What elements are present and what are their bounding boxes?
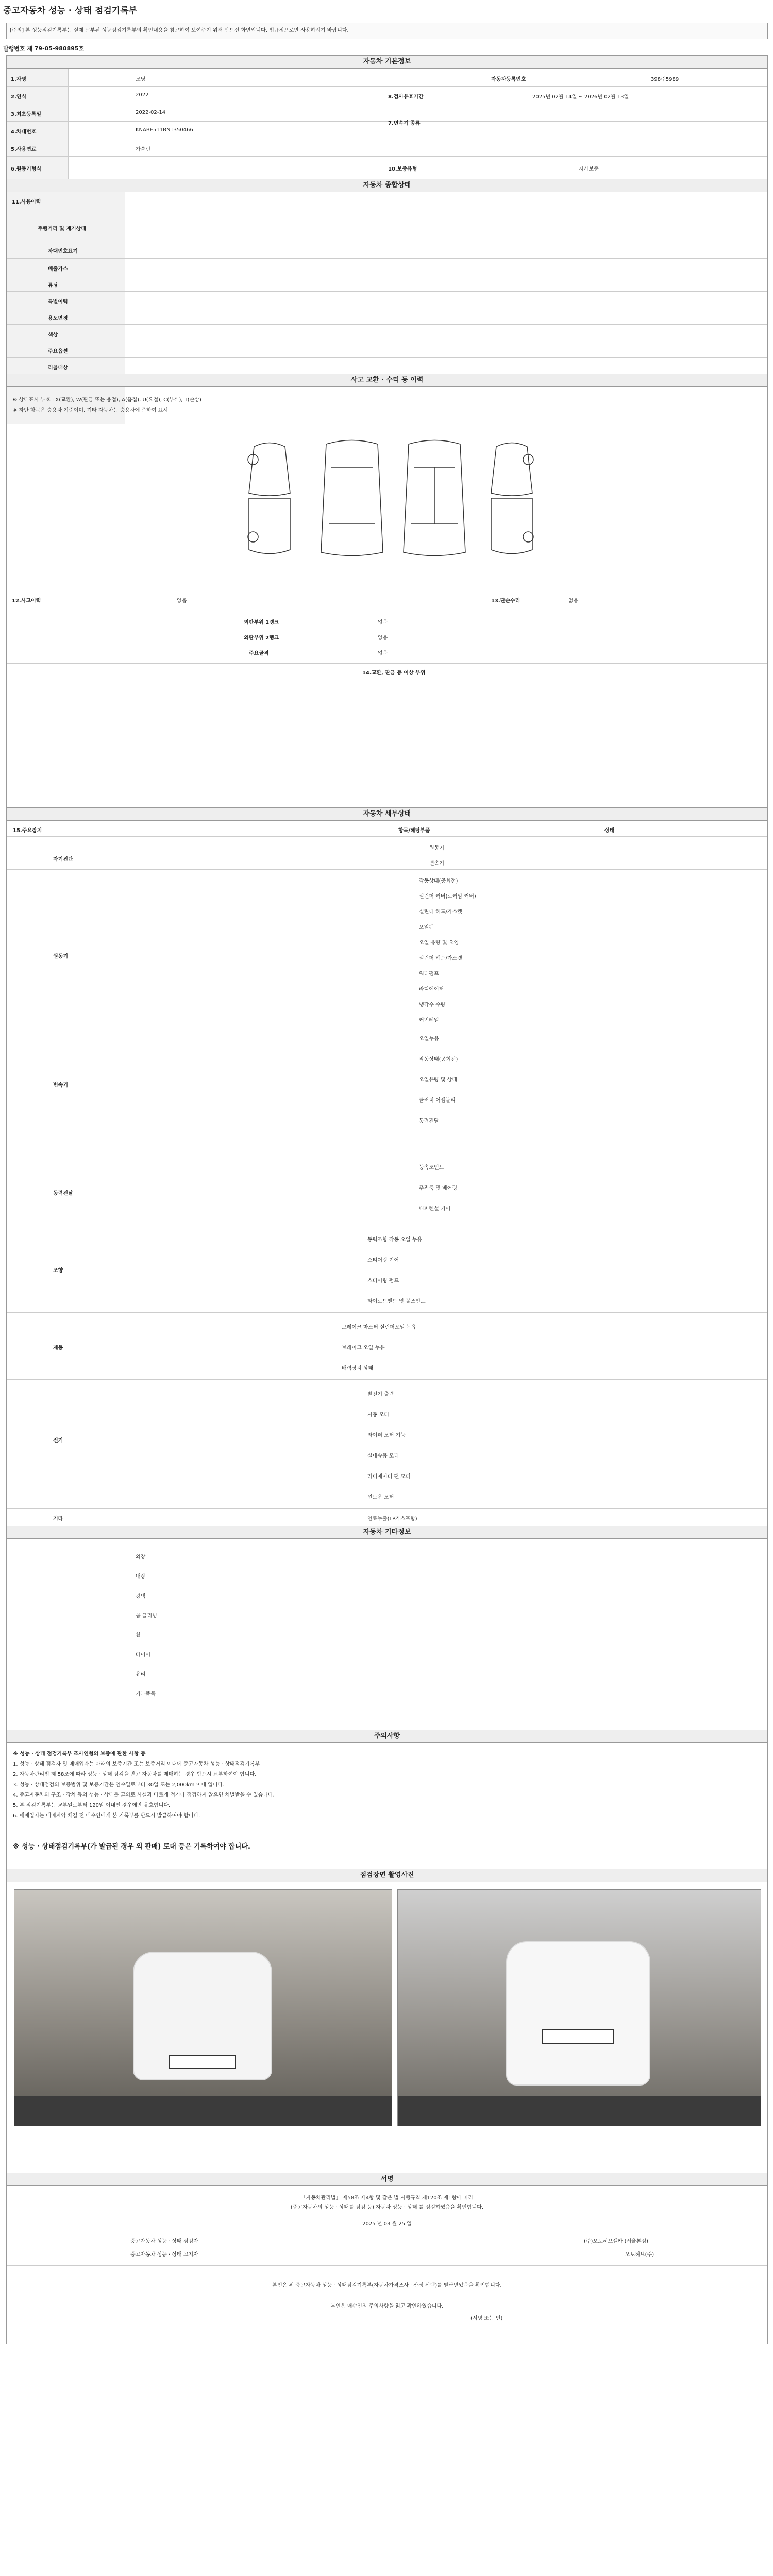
item-6-3: 실내송풍 모터 bbox=[367, 1453, 399, 1459]
item-1-5: 실린더 헤드/가스켓 bbox=[419, 956, 462, 961]
section-caution: 주의사항 bbox=[7, 1730, 767, 1743]
sign-date: 2025 년 03 월 25 일 bbox=[362, 2221, 412, 2227]
inspector-label: 중고자동차 성능 · 상태 점검자 bbox=[130, 2239, 198, 2244]
warranty-label: 10.보증유형 bbox=[388, 166, 417, 172]
other-row-7: 유리 bbox=[136, 1672, 146, 1677]
basic-value-4: KNABE511BNT350466 bbox=[136, 127, 193, 133]
item-1-8: 냉각수 수량 bbox=[419, 1002, 446, 1008]
general-row-9: 주요옵션 bbox=[48, 349, 68, 354]
general-row-1: 11.사용이력 bbox=[12, 199, 41, 205]
item-3-1: 추진축 및 베어링 bbox=[419, 1185, 457, 1191]
group-electric: 전기 bbox=[53, 1438, 63, 1444]
group-self-diagnosis: 자기진단 bbox=[53, 857, 73, 862]
item-4-3: 타이로드엔드 및 볼조인트 bbox=[367, 1299, 426, 1304]
damage-note-2: ※ 하단 항목은 승용차 기준이며, 기타 자동차는 승용차에 준하여 표시 bbox=[13, 408, 168, 413]
general-row-8: 색상 bbox=[48, 332, 58, 338]
reg-no-label: 자동차등록번호 bbox=[491, 77, 526, 82]
inspection-record-frame bbox=[6, 55, 768, 2344]
item-1-1: 실린더 커버(로커암 커버) bbox=[419, 894, 476, 900]
item-1-7: 라디에이터 bbox=[419, 987, 444, 992]
item-1-4: 오일 유량 및 오염 bbox=[419, 940, 459, 946]
caution-1: 1. 성능 · 상태 점검자 및 매매업자는 아래의 보증기간 또는 보증거리 이내에 중고자동차 성능 · 상태점검기록부 bbox=[13, 1761, 260, 1767]
notice-banner: [주의] 본 성능점검기록부는 실제 교부된 성능점검기록부의 확인내용을 참고하여 보여주기 위해 만드신 화면입니다. 법규정으로만 사용하시기 바랍니다. bbox=[6, 23, 768, 39]
notifier-value: 오토허브(주) bbox=[625, 2252, 654, 2258]
general-row-2: 주행거리 및 계기상태 bbox=[38, 226, 86, 232]
document-number: 발행번호 제 79-05-980895호 bbox=[3, 45, 85, 52]
outer-rank2-value: 없음 bbox=[378, 635, 388, 641]
page-title: 중고자동차 성능 · 상태 점검기록부 bbox=[3, 6, 138, 16]
group-engine: 원동기 bbox=[53, 954, 68, 959]
inspector-value: (주)오토허브셀카 (서울본점) bbox=[584, 2239, 649, 2244]
warranty-value: 자가보증 bbox=[579, 166, 599, 172]
detail-col-main: 15.주요장치 bbox=[13, 828, 42, 834]
basic-label-column bbox=[7, 69, 69, 179]
main-frame-label: 주요골격 bbox=[249, 651, 269, 656]
other-row-6: 타이어 bbox=[136, 1652, 150, 1658]
outer-rank2-label: 외판부위 2랭크 bbox=[244, 635, 279, 641]
other-row-3: 광택 bbox=[136, 1594, 146, 1599]
item-1-2: 실린더 헤드/가스켓 bbox=[419, 909, 462, 915]
item-6-2: 와이퍼 모터 기능 bbox=[367, 1433, 406, 1438]
transmission-label: 7.변속기 종류 bbox=[388, 121, 421, 126]
caution-2: 2. 자동차관리법 제 58조에 따라 성능 · 상태 점검을 받고 자동차를 매매하는 경우 반드시 교부하여야 합니다. bbox=[13, 1772, 257, 1777]
main-frame-value: 없음 bbox=[378, 651, 388, 656]
sign-line-2: (중고자동차의 성능 · 상태를 점검 등) 자동차 성능 · 상태 를 점검하였음을 확인합니다. bbox=[290, 2205, 484, 2210]
general-row-7: 용도변경 bbox=[48, 316, 68, 321]
caution-4: 4. 중고자동차의 구조 · 장치 등의 성능 · 상태를 고의로 사실과 다르게 적거나 점검하지 않으면 처벌받을 수 있습니다. bbox=[13, 1792, 275, 1798]
group-steering: 조향 bbox=[53, 1268, 63, 1274]
caution-5: 5. 본 점검기록부는 교부일로부터 120일 이내인 경우에만 유효합니다. bbox=[13, 1803, 171, 1808]
detail-col-item: 항목/해당부품 bbox=[398, 828, 430, 834]
detail-col-state: 상태 bbox=[604, 828, 615, 834]
inspection-photo-rear bbox=[397, 1889, 761, 2126]
general-row-3: 차대번호표기 bbox=[48, 249, 78, 255]
item-5-0: 브레이크 마스터 실린더오일 누유 bbox=[342, 1325, 416, 1330]
item-4-0: 동력조향 작동 오일 누유 bbox=[367, 1237, 423, 1243]
item-7-0: 연료누출(LP가스포함) bbox=[367, 1516, 417, 1522]
outer-rank1-value: 없음 bbox=[378, 620, 388, 625]
group-etc: 기타 bbox=[53, 1516, 63, 1522]
general-row-4: 배출가스 bbox=[48, 266, 68, 272]
basic-value-2: 2022 bbox=[136, 92, 149, 98]
section-basic-info: 자동차 기본정보 bbox=[7, 55, 767, 69]
item-1-3: 오일팬 bbox=[419, 925, 434, 930]
basic-label-4: 4.차대번호 bbox=[11, 129, 37, 135]
item-2-1: 작동상태(공회전) bbox=[419, 1057, 458, 1062]
item-0-1: 변속기 bbox=[429, 861, 444, 867]
section-damage: 사고 교환 · 수리 등 이력 bbox=[7, 374, 767, 387]
group-brake: 제동 bbox=[53, 1345, 63, 1351]
damage-note-1: ※ 상태표시 부호 : X(교환), W(판금 또는 용접), A(흠집), U(요철), C(부식), T(손상) bbox=[13, 397, 201, 403]
item-1-0: 작동상태(공회전) bbox=[419, 878, 458, 884]
item-4-2: 스티어링 펌프 bbox=[367, 1278, 399, 1284]
group-power-train: 동력전달 bbox=[53, 1191, 73, 1196]
item-5-1: 브레이크 오일 누유 bbox=[342, 1345, 385, 1351]
group-transmission: 변속기 bbox=[53, 1082, 68, 1088]
item-5-2: 배력장치 상태 bbox=[342, 1366, 374, 1371]
basic-label-1: 1.차명 bbox=[11, 77, 27, 82]
other-row-1: 외장 bbox=[136, 1554, 146, 1560]
other-row-8: 기본품목 bbox=[136, 1691, 156, 1697]
other-row-2: 내장 bbox=[136, 1574, 146, 1580]
simple-repair-value: 없음 bbox=[568, 598, 579, 604]
period-value: 2025년 02월 14일 ~ 2026년 02월 13일 bbox=[532, 94, 629, 100]
inspection-photo-front bbox=[14, 1889, 392, 2126]
basic-label-6: 6.원동기형식 bbox=[11, 166, 42, 172]
general-row-10: 리콜대상 bbox=[48, 365, 68, 371]
accident-history-value: 없음 bbox=[177, 598, 187, 604]
item-6-5: 윈도우 모터 bbox=[367, 1495, 394, 1500]
basic-value-3: 2022-02-14 bbox=[136, 110, 166, 115]
section-sign: 서명 bbox=[7, 2173, 767, 2186]
other-row-5: 휠 bbox=[136, 1633, 141, 1638]
caution-6: 6. 매매업자는 매매계약 체결 전 매수인에게 본 기록부를 반드시 발급하여야 합니다. bbox=[13, 1813, 200, 1819]
item-2-3: 클러치 어셈블리 bbox=[419, 1098, 456, 1104]
section-other: 자동차 기타정보 bbox=[7, 1526, 767, 1539]
caution-title: ※ 성능 · 상태 점검기록부 조사연형의 보증에 관한 사항 등 bbox=[13, 1751, 146, 1757]
section-detail: 자동차 세부상태 bbox=[7, 807, 767, 821]
caution-3: 3. 성능 · 상태점검의 보증범위 및 보증기간은 인수일로부터 30일 또는 2,000km 이내 입니다. bbox=[13, 1782, 225, 1788]
confirm-line: 본인은 위 중고자동차 성능 · 상태점검기록부(자동차가격조사 · 산정 선택)를 발급받았음을 확인합니다. bbox=[272, 2283, 502, 2289]
item-3-2: 디퍼렌셜 기어 bbox=[419, 1206, 451, 1212]
period-label: 8.검사유효기간 bbox=[388, 94, 424, 100]
item-3-0: 등속조인트 bbox=[419, 1165, 444, 1171]
basic-value-1: 모닝 bbox=[136, 77, 146, 82]
item-6-0: 발전기 출력 bbox=[367, 1392, 394, 1397]
car-diagram bbox=[233, 436, 553, 560]
simple-repair-label: 13.단순수리 bbox=[491, 598, 520, 604]
item-0-0: 원동기 bbox=[429, 845, 444, 851]
item-1-6: 워터펌프 bbox=[419, 971, 439, 977]
notifier-label: 중고자동차 성능 · 상태 고지자 bbox=[130, 2252, 198, 2258]
signature-field[interactable]: (서명 또는 인) bbox=[470, 2316, 503, 2321]
basic-label-5: 5.사용연료 bbox=[11, 147, 37, 152]
outer-rank1-label: 외판부위 1랭크 bbox=[244, 620, 279, 625]
item-2-2: 오일유량 및 상태 bbox=[419, 1077, 457, 1083]
basic-label-2: 2.연식 bbox=[11, 94, 27, 100]
item-6-1: 시동 모터 bbox=[367, 1412, 389, 1418]
item-1-9: 커먼레일 bbox=[419, 1018, 439, 1023]
basic-value-5: 가솔린 bbox=[136, 147, 150, 152]
item-2-0: 오일누유 bbox=[419, 1036, 439, 1042]
sign-line-1: 「자동차관리법」 제58조 제4항 및 같은 법 시행규칙 제120조 제1항에 따라 bbox=[300, 2195, 474, 2201]
basic-label-3: 3.최초등록일 bbox=[11, 112, 42, 117]
buyer-line: 본인은 매수인의 주의사항을 읽고 확인하였습니다. bbox=[330, 2303, 444, 2309]
section-general: 자동차 종합상태 bbox=[7, 179, 767, 192]
item-2-4: 동력전달 bbox=[419, 1118, 439, 1124]
other-row-4: 룸 클리닝 bbox=[136, 1613, 157, 1619]
reg-no-value: 398주5989 bbox=[651, 77, 679, 82]
general-row-6: 특별이력 bbox=[48, 299, 68, 305]
item-6-4: 라디에이터 팬 모터 bbox=[367, 1474, 411, 1480]
general-row-5: 튜닝 bbox=[48, 283, 58, 289]
caution-final: ※ 성능 · 상태점검기록부(가 발급된 경우 외 판매) 토대 등은 기록하여야 합니다. bbox=[13, 1843, 250, 1851]
part-change-label: 14.교환, 판금 등 이상 부위 bbox=[362, 670, 426, 676]
accident-history-label: 12.사고이력 bbox=[12, 598, 41, 604]
item-4-1: 스티어링 기어 bbox=[367, 1258, 399, 1263]
section-photos: 점검장면 촬영사진 bbox=[7, 1869, 767, 1882]
